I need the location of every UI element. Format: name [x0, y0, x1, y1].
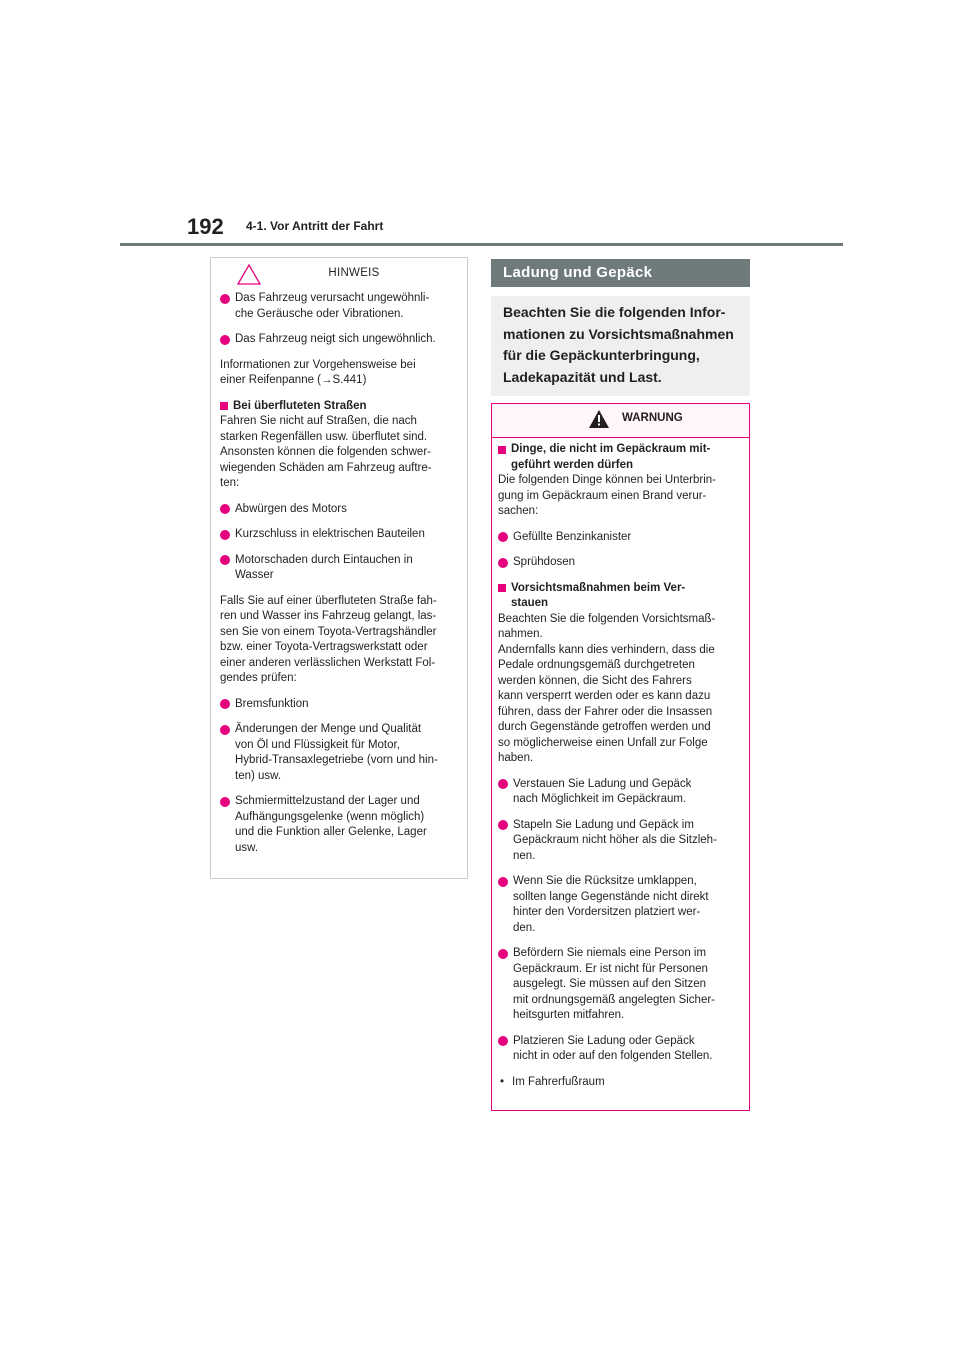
bullet-text: Bremsfunktion [235, 697, 309, 710]
bullet-dot-icon [498, 779, 508, 789]
bullet-dot-icon [498, 877, 508, 887]
hinweis-bullet-item [220, 794, 458, 856]
hinweis-title: HINWEIS [328, 267, 380, 279]
bullet-text: Motorschaden durch Eintauchen in Wasser [235, 553, 413, 581]
hinweis-bullet-item [220, 722, 458, 784]
ladung-banner: Ladung und Gepäck [491, 259, 750, 287]
warnung-subheading [498, 442, 742, 473]
dash-item-text: Im Fahrerfußraum [512, 1075, 605, 1088]
bullet-text: Abwürgen des Motors [235, 502, 347, 515]
bullet-dot-icon [220, 555, 230, 565]
bullet-dot-icon [220, 725, 230, 735]
hinweis-bullet-item [220, 291, 458, 322]
hinweis-bullet-item [220, 697, 458, 713]
warnung-bullet-item [498, 555, 742, 571]
warnung-dash-item [498, 1075, 742, 1091]
warnung-paragraph: Die folgenden Dinge können bei Unterbrin- gung im Gepäckraum einen Brand verur- sachen: [498, 474, 717, 517]
bullet-dot-icon [220, 504, 230, 514]
hinweis-bullet-item [220, 553, 458, 584]
bullet-dot-icon [498, 558, 508, 568]
section-title: 4-1. Vor Antritt der Fahrt [246, 219, 384, 233]
hinweis-content [220, 291, 458, 856]
hinweis-bullet-item [220, 527, 458, 543]
bullet-dot-icon [220, 335, 230, 345]
bullet-dot-icon [220, 294, 230, 304]
bullet-text: Stapeln Sie Ladung und Gepäck im Gepäckraum nicht höher als die Sitzleh- nen. [513, 818, 717, 862]
ladung-intro [491, 296, 750, 396]
warnung-title: WARNUNG [622, 412, 683, 424]
bullet-text: Änderungen der Menge und Qualität von Öl und Flüssigkeit für Motor, Hybrid-Transaxlegetriebe (vorn und hin- ten) usw. [235, 723, 438, 782]
hinweis-paragraph: Falls Sie auf einer überfluteten Straße fah- ren und Wasser ins Fahrzeug gelangt, las- sen Sie von einem Toyota-Vertragshändler bzw. einer Toyota-Vertragswerkstatt oder einer anderen verlässlichen Werkstatt Fol- gendes prüfen: [220, 594, 437, 684]
square-bullet-icon [498, 584, 506, 592]
hinweis-subheading [220, 399, 458, 415]
bullet-dot-icon [498, 1036, 508, 1046]
bullet-dot-icon [498, 820, 508, 830]
bullet-text: Kurzschluss in elektrischen Bauteilen [235, 528, 425, 540]
hinweis-paragraph: Informationen zur Vorgehensweise bei einer Reifenpanne (→S.441) [220, 358, 416, 386]
warnung-paragraph: Beachten Sie die folgenden Vorsichtsmaß- nahmen. Andernfalls kann dies verhindern, dass die Pedale ordnungsgemäß durchgetreten werden können, die Sicht des Fahrers kann versperrt werden oder es kann dazu führen, dass der Fahrer oder die Insassen durch Gegenstände getroffen werden und so möglicherweise einen Unfall zur Folge haben. [498, 612, 716, 764]
page-number: 192 [187, 214, 224, 239]
bullet-text: Gefüllte Benzinkanister [513, 530, 632, 543]
bullet-text: Platzieren Sie Ladung oder Gepäck nicht in oder auf den folgenden Stellen. [513, 1034, 713, 1062]
warnung-bullet-item [498, 946, 742, 1024]
hinweis-header [220, 258, 458, 291]
hinweis-bullet-item [220, 502, 458, 518]
warnung-header [492, 404, 749, 438]
subheading-text: Vorsichtsmaßnahmen beim Ver- stauen [511, 581, 686, 609]
bullet-text: Schmiermittelzustand der Lager und Aufhängungsgelenke (wenn möglich) und die Funktion aller Gelenke, Lager usw. [235, 795, 427, 854]
bullet-dot-icon [498, 949, 508, 959]
bullet-dot-icon [220, 530, 230, 540]
hinweis-box [210, 257, 468, 879]
warnung-bullet-item [498, 818, 742, 865]
bullet-text: Das Fahrzeug neigt sich ungewöhnlich. [235, 333, 436, 345]
bullet-dot-icon [220, 797, 230, 807]
square-bullet-icon [498, 446, 506, 454]
square-bullet-icon [220, 402, 228, 410]
bullet-dot-icon [220, 699, 230, 709]
bullet-text: Sprühdosen [513, 556, 576, 568]
subheading-text: Bei überfluteten Straßen [233, 399, 367, 412]
hinweis-paragraph: Fahren Sie nicht auf Straßen, die nach starken Regenfällen usw. überflutet sind. Ansonsten können die folgenden schwer- wiegenden Schäden am Fahrzeug auftre- ten: [220, 415, 432, 489]
subheading-text: Dinge, die nicht im Gepäckraum mit- geführt werden dürfen [511, 443, 711, 471]
hinweis-bullet-item [220, 332, 458, 348]
warning-triangle-icon [588, 409, 610, 434]
ladung-intro-text: Beachten Sie die folgenden Infor- mationen zu Vorsichtsmaßnahmen für die Gepäckunterbringung, Ladekapazität und Last. [503, 304, 734, 385]
warnung-subheading [498, 581, 742, 612]
bullet-text: Befördern Sie niemals eine Person im Gepäckraum. Er ist nicht für Personen ausgelegt. Sie müssen auf den Sitzen mit ordnungsgemäß angelegten Sicher- heitsgurten mitfahren. [513, 947, 716, 1021]
warnung-bullet-item [498, 1034, 742, 1065]
warnung-box [491, 403, 750, 1111]
bullet-text: Verstauen Sie Ladung und Gepäck nach Möglichkeit im Gepäckraum. [513, 777, 692, 805]
bullet-text: Wenn Sie die Rücksitze umklappen, sollten lange Gegenstände nicht direkt hinter den Vordersitzen platziert wer- den. [513, 875, 709, 934]
warnung-bullet-item [498, 874, 742, 936]
warnung-bullet-item [498, 530, 742, 546]
warnung-content [498, 442, 742, 1090]
bullet-text: Das Fahrzeug verursacht ungewöhnli- che Geräusche oder Vibrationen. [235, 292, 430, 320]
header-rule [120, 243, 843, 246]
small-bullet-icon: • [500, 1075, 505, 1088]
warnung-bullet-item [498, 777, 742, 808]
bullet-dot-icon [498, 532, 508, 542]
